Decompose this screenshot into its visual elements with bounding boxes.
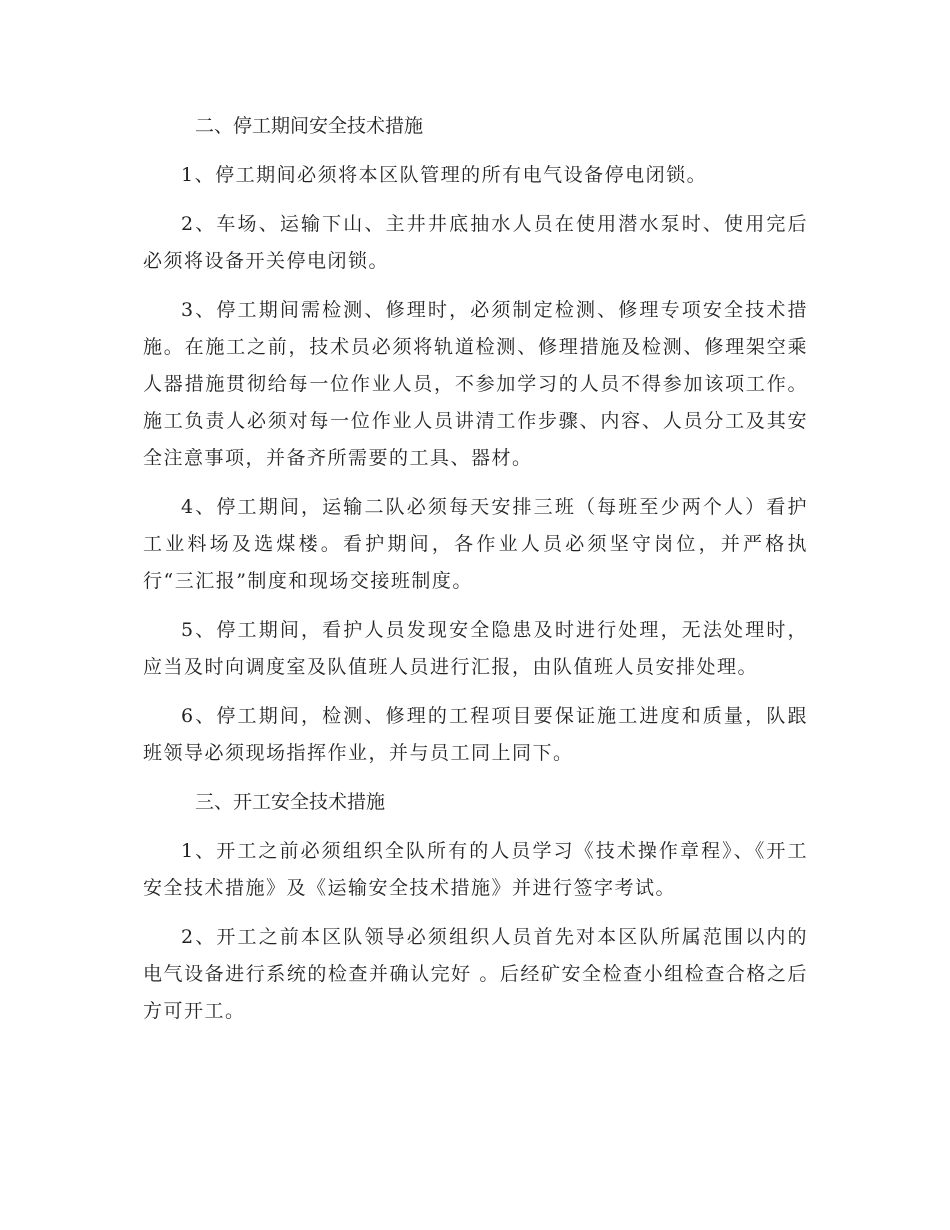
section-heading-resumption: 三、开工安全技术措施 bbox=[195, 791, 386, 813]
stoppage-item-6: 6、停工期间，检测、修理的工程项目要保证施工进度和质量，队跟班领导必须现场指挥作业，并与员工同上同下。 bbox=[143, 705, 808, 764]
stoppage-item-4: 4、停工期间，运输二队必须每天安排三班（每班至少两个人）看护工业料场及选煤楼。看护期间，各作业人员必须坚守岗位，并严格执行“三汇报”制度和现场交接班制度。 bbox=[143, 496, 808, 592]
stoppage-item-1: 1、停工期间必须将本区队管理的所有电气设备停电闭锁。 bbox=[181, 164, 708, 186]
resumption-item-1: 1、开工之前必须组织全队所有的人员学习《技术操作章程》、《开工安全技术措施》及《运输安全技术措施》并进行签字考试。 bbox=[143, 840, 808, 899]
stoppage-item-5: 5、停工期间，看护人员发现安全隐患及时进行处理，无法处理时，应当及时向调度室及队值班人员进行汇报，由队值班人员安排处理。 bbox=[143, 619, 808, 678]
section-heading-stoppage: 二、停工期间安全技术措施 bbox=[195, 115, 424, 137]
stoppage-item-3: 3、停工期间需检测、修理时，必须制定检测、修理专项安全技术措施。在施工之前，技术员必须将轨道检测、修理措施及检测、修理架空乘人器措施贯彻给每一位作业人员，不参加学习的人员不得参加该项工作。施工负责人必须对每一位作业人员讲清工作步骤、内容、人员分工及其安全注意事项，并备齐所需要的工具、器材。 bbox=[143, 299, 808, 469]
document-page bbox=[143, 108, 808, 1042]
stoppage-item-2: 2、车场、运输下山、主井井底抽水人员在使用潜水泵时、使用完后必须将设备开关停电闭锁。 bbox=[143, 213, 808, 272]
resumption-item-2: 2、开工之前本区队领导必须组织人员首先对本区队所属范围以内的电气设备进行系统的检查并确认完好 。后经矿安全检查小组检查合格之后方可开工。 bbox=[143, 926, 808, 1022]
